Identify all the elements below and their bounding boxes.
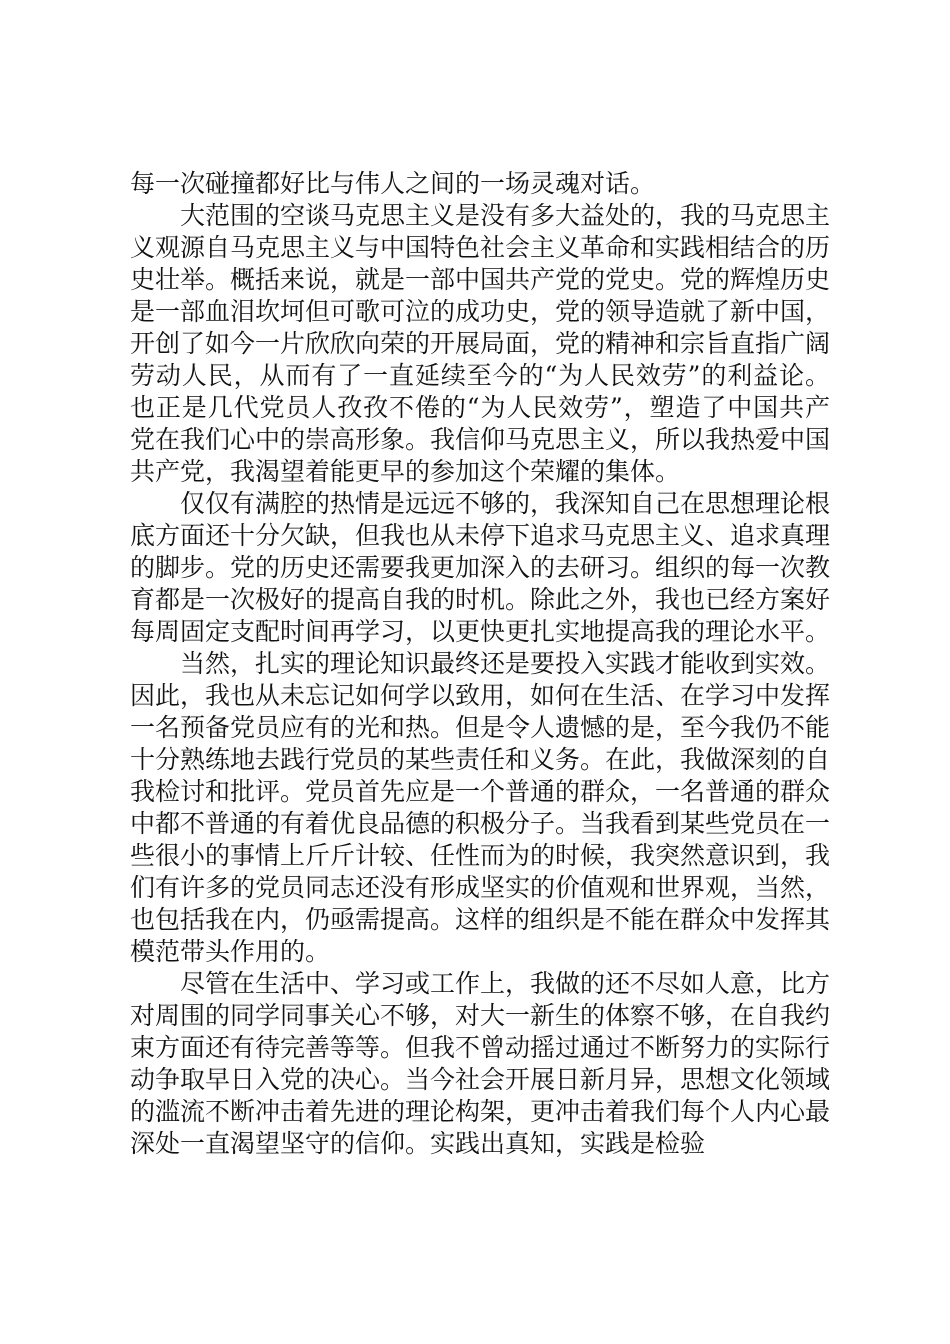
paragraph-continuation: 每一次碰撞都好比与伟人之间的一场灵魂对话。: [130, 169, 656, 198]
paragraph: 仅仅有满腔的热情是远远不够的，我深知自己在思想理论根底方面还十分欠缺，但我也从未停下追求马克思主义、追求真理的脚步。党的历史还需要我更加深入的去研习。组织的每一次教育都是一次极好的提高自我的时机。除此之外，我也已经方案好每周固定支配时间再学习，以更快更扎实地提高我的理论水平。: [130, 489, 831, 646]
paragraph: 当然，扎实的理论知识最终还是要投入实践才能收到实效。因此，我也从未忘记如何学以致用，如何在生活、在学习中发挥一名预备党员应有的光和热。但是令人遗憾的是，至今我仍不能十分熟练地去践行党员的某些责任和义务。在此，我做深刻的自我检讨和批评。党员首先应是一个普通的群众，一名普通的群众中都不普通的有着优良品德的积极分子。当我看到某些党员在一些很小的事情上斤斤计较、任性而为的时候，我突然意识到，我们有许多的党员同志还没有形成坚实的价值观和世界观，当然，也包括我在内，仍亟需提高。这样的组织是不能在群众中发挥其模范带头作用的。: [130, 649, 831, 966]
document-page: [130, 168, 830, 1160]
paragraph: 尽管在生活中、学习或工作上，我做的还不尽如人意，比方对周围的同学同事关心不够，对大一新生的体察不够，在自我约束方面还有待完善等等。但我不曾动摇过通过不断努力的实际行动争取早日入党的决心。当今社会开展日新月异，思想文化领域的滥流不断冲击着先进的理论构架，更冲击着我们每个人内心最深处一直渴望坚守的信仰。实践出真知，实践是检验: [130, 969, 831, 1158]
paragraph: 大范围的空谈马克思主义是没有多大益处的，我的马克思主义观源自马克思主义与中国特色社会主义革命和实践相结合的历史壮举。概括来说，就是一部中国共产党的党史。党的辉煌历史是一部血泪坎坷但可歌可泣的成功史，党的领导造就了新中国，开创了如今一片欣欣向荣的开展局面，党的精神和宗旨直指广阔劳动人民，从而有了一直延续至今的“为人民效劳”的利益论。也正是几代党员人孜孜不倦的“为人民效劳”，塑造了中国共产党在我们心中的崇高形象。我信仰马克思主义，所以我热爱中国共产党，我渴望着能更早的参加这个荣耀的集体。: [130, 201, 831, 486]
